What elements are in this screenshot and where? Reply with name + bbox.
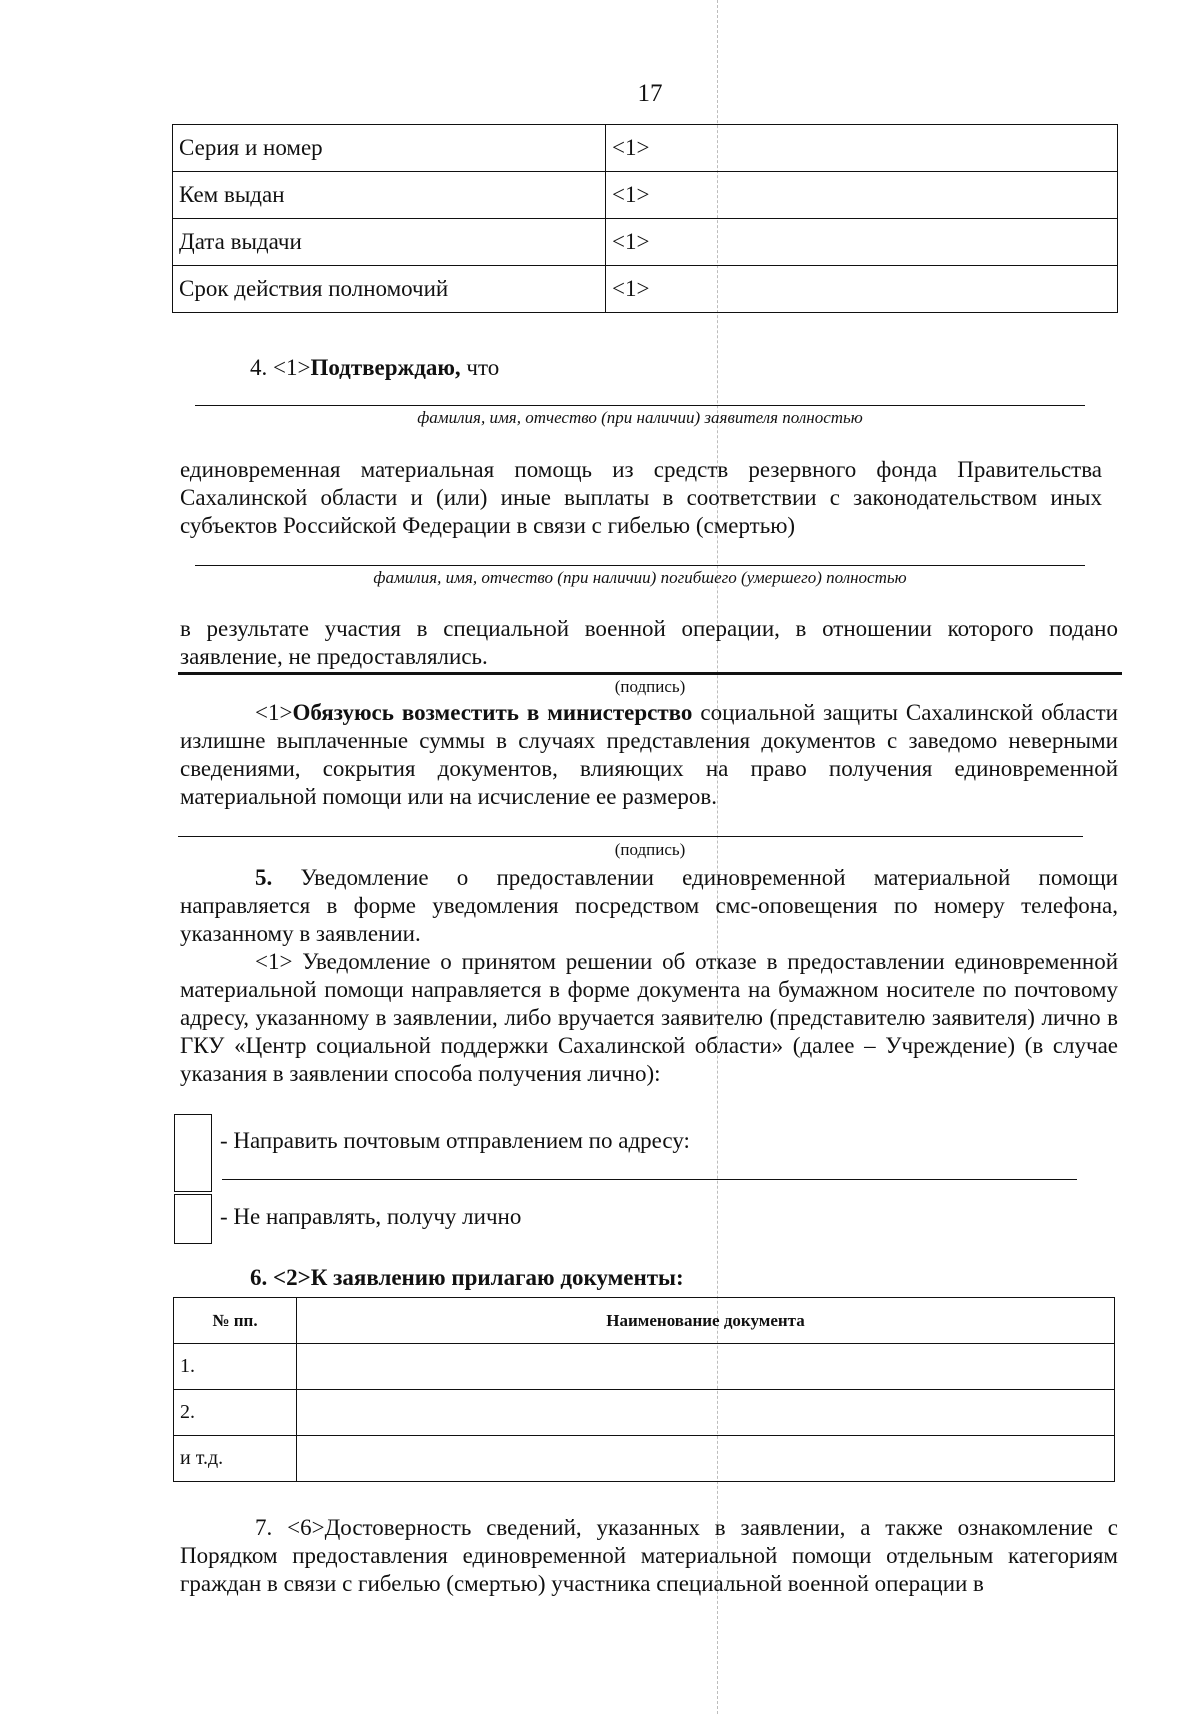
id-label-series: Серия и номер [173,125,606,172]
section4-paragraph2: в результате участия в специальной военной операции, в отношении которого подано заявление, не предоставлялись. [180,616,1118,669]
table-row [174,1344,1115,1390]
signature-line-2[interactable] [178,836,1083,837]
id-value-series[interactable]: <1> [606,125,1118,172]
table-row [173,219,1118,266]
table-header-row [174,1298,1115,1344]
deceased-name-caption: фамилия, имя, отчество (при наличии) погибшего (умершего) полностью [373,568,907,587]
section4-number: 4. [250,355,268,380]
col-header-number: № пп. [174,1298,297,1344]
table-row [173,266,1118,313]
option-in-person-checkbox[interactable] [174,1194,212,1244]
mail-address-line[interactable] [222,1179,1077,1180]
signature-line-1[interactable] [178,672,1122,675]
row-number: 1. [174,1344,297,1390]
obligation-ref: <1> [255,700,293,725]
option-in-person-label: - Не направлять, получу лично [220,1204,522,1229]
signature-label-2: (подпись) [614,840,686,859]
row-number: 2. [174,1390,297,1436]
option-mail-label: - Направить почтовым отправлением по адресу: [220,1128,690,1153]
section5-number: 5. [255,865,273,890]
section7-paragraph: 7. <6>Достоверность сведений, указанных в заявлении, а также ознакомление с Порядком предоставления единовременной материальной помощи отдельным категориям граждан в связи с гибелью (смертью) участника специальной военной операции в [180,1515,1118,1596]
section4-paragraph1: единовременная материальная помощь из средств резервного фонда Правительства Сахалинской области и (или) иные выплаты в соответствии с законодательством иных субъектов Российской Федерации в связи с гибелью (смертью) [180,457,1102,538]
id-value-issuer[interactable]: <1> [606,172,1118,219]
id-value-validity[interactable]: <1> [606,266,1118,313]
applicant-name-line[interactable] [195,405,1085,406]
section4-heading [250,354,950,382]
table-row [173,172,1118,219]
option-mail-checkbox[interactable] [174,1114,212,1192]
obligation-paragraph [180,699,1118,811]
deceased-name-line[interactable] [195,565,1085,566]
id-document-table [172,124,1118,313]
table-row [174,1390,1115,1436]
signature-label-1: (подпись) [614,677,686,696]
section4-rest: что [460,355,500,380]
id-label-validity: Срок действия полномочий [173,266,606,313]
document-name-cell[interactable] [297,1344,1115,1390]
section4-bold: Подтверждаю, [310,355,461,380]
section4-ref: <1> [273,355,311,380]
obligation-bold: Обязуюсь возместить в министерство [292,700,693,725]
section5-paragraph2: <1> Уведомление о принятом решении об отказе в предоставлении единовременной материальной помощи направляется в форме документа на бумажном носителе по почтовому адресу, указанному в заявлении, либо вручается заявителю (представителю заявителя) лично в ГКУ «Центр социальной поддержки Сахалинской области» (далее – Учреждение) (в случае указания в заявлении способа получения лично): [180,949,1118,1086]
id-label-issue-date: Дата выдачи [173,219,606,266]
attached-documents-table [173,1297,1115,1482]
section5-text1: Уведомление о предоставлении единовременной материальной помощи направляется в форме уведомления посредством смс-оповещения по номеру телефона, указанному в заявлении. [180,865,1118,946]
table-row [173,125,1118,172]
section6-heading: 6. <2>К заявлению прилагаю документы: [250,1265,684,1290]
id-value-issue-date[interactable]: <1> [606,219,1118,266]
obligation-rest: социальной защиты Сахалинской области излишне выплаченные суммы в случаях представления документов с заведомо неверными сведениями, сокрытия документов, влияющих на право получения единовременной материальной помощи или на исчисление ее размеров. [180,700,1118,809]
row-number: и т.д. [174,1436,297,1482]
table-row [174,1436,1115,1482]
section5-paragraph1 [180,864,1118,948]
id-label-issuer: Кем выдан [173,172,606,219]
document-name-cell[interactable] [297,1436,1115,1482]
applicant-name-caption: фамилия, имя, отчество (при наличии) заявителя полностью [417,408,863,427]
col-header-document-name: Наименование документа [297,1298,1115,1344]
page-number: 17 [637,80,663,107]
document-name-cell[interactable] [297,1390,1115,1436]
